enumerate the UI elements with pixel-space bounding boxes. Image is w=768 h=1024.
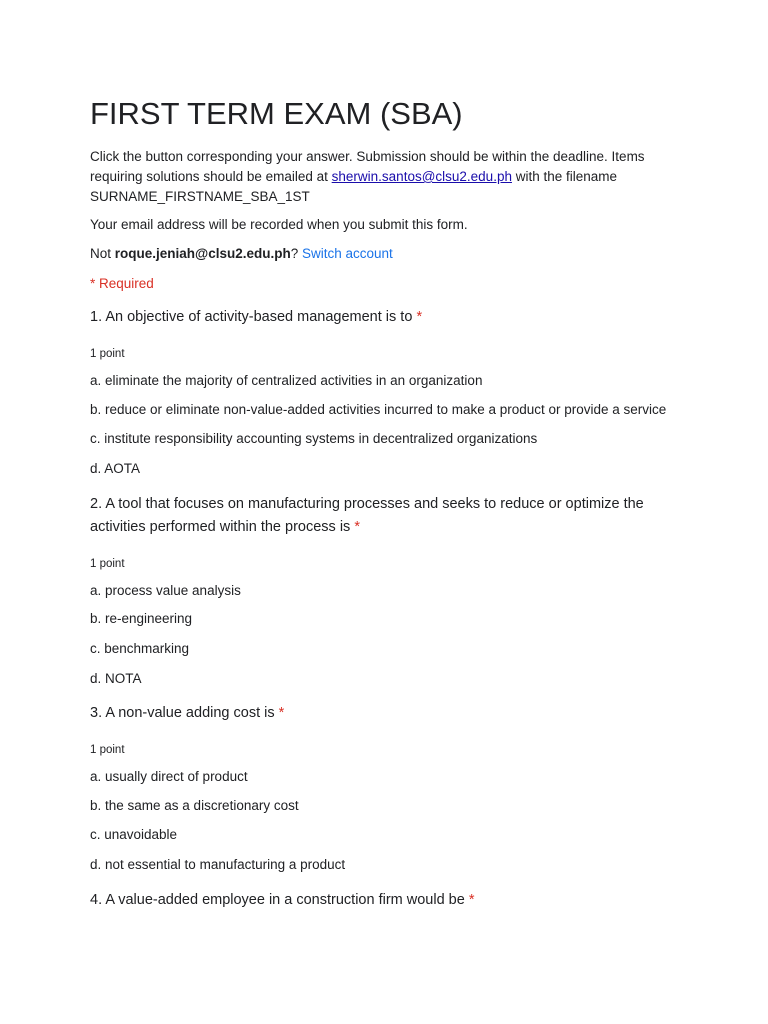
question-2-option-c[interactable]: c. benchmarking <box>90 641 190 656</box>
question-3-option-d[interactable]: d. not essential to manufacturing a product <box>90 857 346 872</box>
account-suffix: ? <box>290 246 302 261</box>
question-2-option-a[interactable]: a. process value analysis <box>90 583 241 598</box>
question-3-points: 1 point <box>90 744 125 756</box>
question-text: 3. A non-value adding cost is <box>90 705 279 721</box>
question-text: 4. A value-added employee in a construction firm would be <box>90 892 469 908</box>
question-3-title <box>90 702 670 725</box>
question-3-option-c[interactable]: c. unavoidable <box>90 827 178 842</box>
form-title: FIRST TERM EXAM (SBA) <box>90 96 463 131</box>
form-description <box>90 147 690 207</box>
question-1-option-c[interactable]: c. institute responsibility accounting systems in decentralized organizations <box>90 431 538 446</box>
question-text: 2. A tool that focuses on manufacturing processes and seeks to reduce or optimize the activities performed within the process is <box>90 496 644 535</box>
question-2-option-b[interactable]: b. re-engineering <box>90 611 193 626</box>
question-3-option-b[interactable]: b. the same as a discretionary cost <box>90 798 299 813</box>
question-2-title <box>90 493 670 539</box>
account-line <box>90 244 393 264</box>
question-1-points: 1 point <box>90 348 125 360</box>
question-4-title <box>90 889 670 912</box>
question-1-option-d[interactable]: d. AOTA <box>90 461 141 476</box>
account-prefix: Not <box>90 246 115 261</box>
email-recorded-notice: Your email address will be recorded when you submit this form. <box>90 217 468 232</box>
question-3-option-a[interactable]: a. usually direct of product <box>90 769 248 784</box>
required-star: * <box>468 892 475 908</box>
required-star: * <box>278 705 285 721</box>
description-text-2: with the filename SURNAME_FIRSTNAME_SBA_1ST <box>90 169 618 204</box>
question-1-option-a[interactable]: a. eliminate the majority of centralized activities in an organization <box>90 373 483 388</box>
required-star: * <box>354 519 360 535</box>
question-text: 1. An objective of activity-based management is to <box>90 309 417 325</box>
question-1-option-b[interactable]: b. reduce or eliminate non-value-added activities incurred to make a product or provide a service <box>90 402 667 417</box>
question-2-option-d[interactable]: d. NOTA <box>90 671 142 686</box>
required-star: * <box>416 309 423 325</box>
required-note: * Required <box>90 276 154 291</box>
switch-account-link[interactable]: Switch account <box>301 246 393 261</box>
account-email: roque.jeniah@clsu2.edu.ph <box>114 246 291 261</box>
instructor-email-link[interactable]: sherwin.santos@clsu2.edu.ph <box>331 169 512 184</box>
question-1-title <box>90 306 670 329</box>
description-text-1: Click the button corresponding your answer. Submission should be within the deadline. Items requiring solutions should be emailed at <box>90 149 645 184</box>
question-2-points: 1 point <box>90 558 125 570</box>
